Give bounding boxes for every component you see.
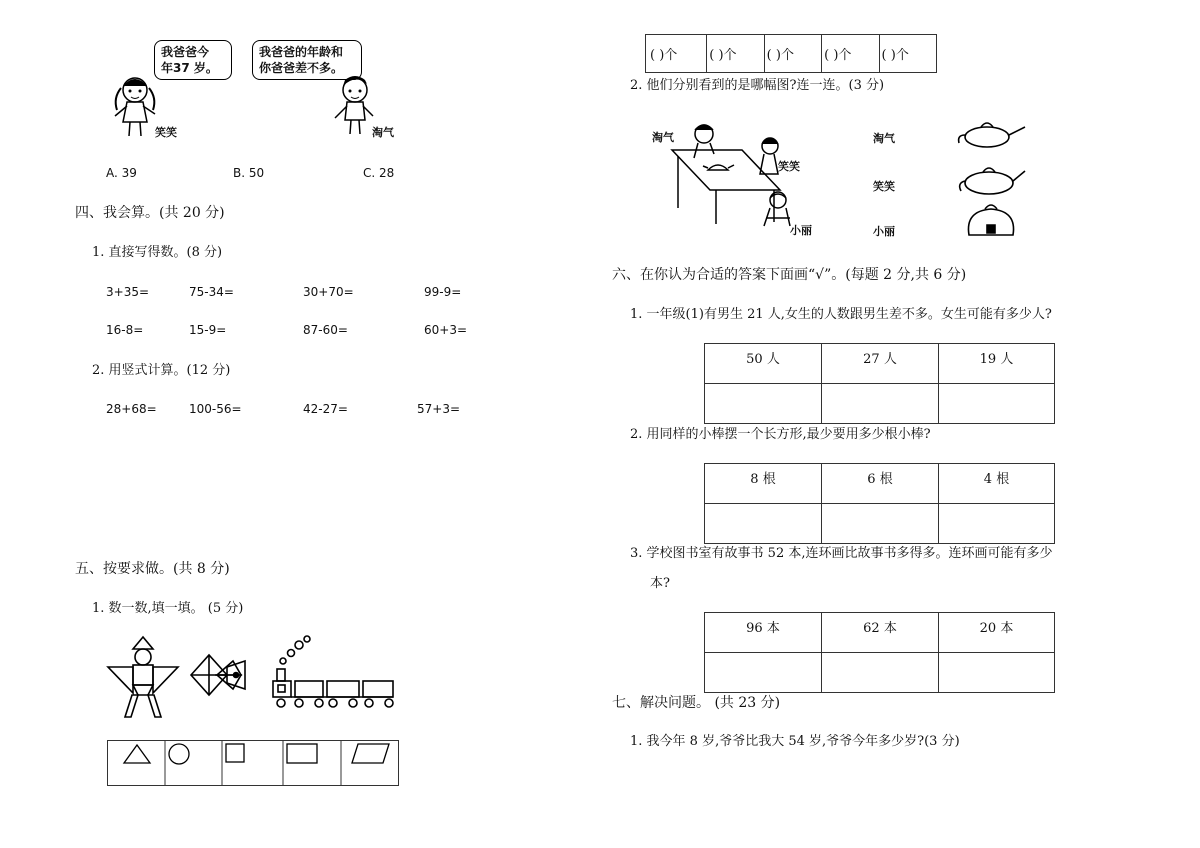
calc-item: 99-9= xyxy=(424,285,462,299)
parallelogram-icon xyxy=(352,744,389,763)
answer-check-cell[interactable] xyxy=(705,653,822,693)
option-cell: 27 人 xyxy=(822,344,939,384)
answer-check-cell[interactable] xyxy=(822,653,939,693)
question-4-2: 2. 用竖式计算。(12 分) xyxy=(92,363,231,378)
bubble-boy-line2: 你爸爸差不多。 xyxy=(259,61,344,75)
calc-item: 15-9= xyxy=(189,323,227,337)
count-answer-cell: ( )个 xyxy=(707,35,764,73)
option-cell: 96 本 xyxy=(705,613,822,653)
calc-item: 75-34= xyxy=(189,285,234,299)
question-6-2: 2. 用同样的小棒摆一个长方形,最少要用多少根小棒? xyxy=(630,427,931,442)
q6-2-options-table xyxy=(704,463,1055,544)
option-cell: 62 本 xyxy=(822,613,939,653)
bubble-girl-line2: 年37 岁。 xyxy=(161,61,218,75)
option-a: A. 39 xyxy=(106,166,137,180)
count-answer-cell: ( )个 xyxy=(646,35,707,73)
option-cell: 4 根 xyxy=(939,464,1055,504)
calc-item: 100-56= xyxy=(189,402,242,416)
calc-item: 60+3= xyxy=(424,323,468,337)
train-figure xyxy=(273,636,393,707)
option-cell: 50 人 xyxy=(705,344,822,384)
scene-label-xiaoli: 小丽 xyxy=(790,224,812,237)
option-cell: 8 根 xyxy=(705,464,822,504)
girl-name-label: 笑笑 xyxy=(155,126,177,139)
question-6-3-line2: 本? xyxy=(650,576,670,591)
match-label-xiaoli: 小丽 xyxy=(873,225,895,238)
robot-figure xyxy=(108,637,178,717)
teapot-views xyxy=(955,115,1035,245)
section-6-title: 六、在你认为合适的答案下面画“√”。(每题 2 分,共 6 分) xyxy=(612,267,967,283)
q6-3-options-table xyxy=(704,612,1055,693)
section-4-title: 四、我会算。(共 20 分) xyxy=(75,205,225,221)
answer-check-cell[interactable] xyxy=(939,653,1055,693)
shape-count-table xyxy=(107,740,400,787)
boy-name-label: 淘气 xyxy=(372,126,394,139)
scene-label-taoqi: 淘气 xyxy=(652,131,674,144)
scene-label-xiaoxiao: 笑笑 xyxy=(778,160,800,173)
count-answer-cell: ( )个 xyxy=(879,35,936,73)
answer-check-cell[interactable] xyxy=(705,384,822,424)
answer-check-cell[interactable] xyxy=(939,504,1055,544)
answer-check-cell[interactable] xyxy=(822,504,939,544)
question-5-2: 2. 他们分别看到的是哪幅图?连一连。(3 分) xyxy=(630,78,885,93)
square-icon xyxy=(226,744,244,762)
bubble-girl-line1: 我爸爸今 xyxy=(161,45,210,59)
fish-figure xyxy=(191,655,245,695)
count-answer-cell: ( )个 xyxy=(764,35,821,73)
calc-item: 42-27= xyxy=(303,402,348,416)
section-5-title: 五、按要求做。(共 8 分) xyxy=(75,561,230,577)
calc-item: 30+70= xyxy=(303,285,354,299)
question-4-1: 1. 直接写得数。(8 分) xyxy=(92,245,223,260)
match-label-taoqi: 淘气 xyxy=(873,132,895,145)
answer-check-cell[interactable] xyxy=(939,384,1055,424)
question-5-1: 1. 数一数,填一填。 (5 分) xyxy=(92,601,244,616)
option-cell: 19 人 xyxy=(939,344,1055,384)
match-label-xiaoxiao: 笑笑 xyxy=(873,180,895,193)
count-answer-cell: ( )个 xyxy=(822,35,879,73)
option-c: C. 28 xyxy=(363,166,395,180)
question-7-1: 1. 我今年 8 岁,爷爷比我大 54 岁,爷爷今年多少岁?(3 分) xyxy=(630,734,960,749)
triangle-icon xyxy=(124,745,150,763)
shape-figures xyxy=(105,635,405,720)
calc-item: 3+35= xyxy=(106,285,150,299)
q6-1-options-table xyxy=(704,343,1055,424)
speech-bubble-girl xyxy=(154,40,232,80)
rectangle-icon xyxy=(287,744,317,763)
calc-item: 87-60= xyxy=(303,323,348,337)
calc-item: 28+68= xyxy=(106,402,157,416)
answer-check-cell[interactable] xyxy=(705,504,822,544)
table-scene-illustration xyxy=(670,118,800,240)
circle-icon xyxy=(169,744,189,764)
question-6-1: 1. 一年级(1)有男生 21 人,女生的人数跟男生差不多。女生可能有多少人? xyxy=(630,307,1052,322)
question-6-3-line1: 3. 学校图书室有故事书 52 本,连环画比故事书多得多。连环画可能有多少 xyxy=(630,546,1053,561)
section-7-title: 七、解决问题。 (共 23 分) xyxy=(612,695,781,711)
answer-check-cell[interactable] xyxy=(822,384,939,424)
option-cell: 20 本 xyxy=(939,613,1055,653)
bubble-boy-line1: 我爸爸的年龄和 xyxy=(259,45,344,59)
count-answer-table xyxy=(645,34,937,73)
option-b: B. 50 xyxy=(233,166,265,180)
option-cell: 6 根 xyxy=(822,464,939,504)
calc-item: 16-8= xyxy=(106,323,144,337)
calc-item: 57+3= xyxy=(417,402,461,416)
